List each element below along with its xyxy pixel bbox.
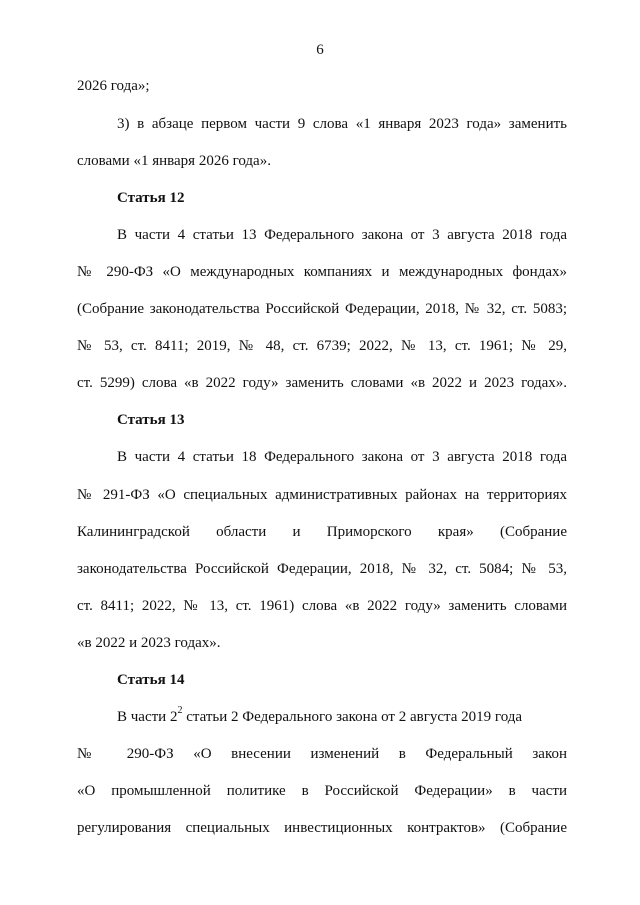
text-line: законодательства Российской Федерации, 2018, № 32, ст. 5084; № 53, bbox=[77, 561, 567, 577]
text-fragment: статьи 2 Федерального закона от 2 августа 2019 года bbox=[182, 709, 523, 725]
article-heading-12: Статья 12 bbox=[117, 190, 185, 206]
text-line bbox=[117, 705, 567, 726]
text-line: В части 4 статьи 18 Федерального закона от 3 августа 2018 года bbox=[117, 449, 567, 465]
text-line: № 291-ФЗ «О специальных административных районах на территориях bbox=[77, 487, 567, 503]
text-line: «О промышленной политике в Российской Федерации» в части bbox=[77, 783, 567, 799]
article-heading-13: Статья 13 bbox=[117, 412, 185, 428]
text-line: 3) в абзаце первом части 9 слова «1 января 2023 года» заменить bbox=[117, 116, 567, 132]
text-fragment: В части 2 bbox=[117, 709, 178, 725]
text-line: № 290-ФЗ «О международных компаниях и международных фондах» bbox=[77, 264, 567, 280]
text-line: № 290-ФЗ «О внесении изменений в Федеральный закон bbox=[77, 746, 567, 762]
text-line: ст. 5299) слова «в 2022 году» заменить словами «в 2022 и 2023 годах». bbox=[77, 375, 567, 391]
text-line: № 53, ст. 8411; 2019, № 48, ст. 6739; 2022, № 13, ст. 1961; № 29, bbox=[77, 338, 567, 354]
text-line: «в 2022 и 2023 годах». bbox=[77, 635, 221, 651]
superscript: 2 bbox=[177, 705, 183, 716]
text-line: словами «1 января 2026 года». bbox=[77, 153, 271, 169]
text-line: В части 4 статьи 13 Федерального закона от 3 августа 2018 года bbox=[117, 227, 567, 243]
text-line: 2026 года»; bbox=[77, 78, 150, 94]
text-line: регулирования специальных инвестиционных контрактов» (Собрание bbox=[77, 820, 567, 836]
page-number: 6 bbox=[316, 42, 324, 58]
article-heading-14: Статья 14 bbox=[117, 672, 185, 688]
text-line: (Собрание законодательства Российской Федерации, 2018, № 32, ст. 5083; bbox=[77, 301, 567, 317]
text-line: ст. 8411; 2022, № 13, ст. 1961) слова «в 2022 году» заменить словами bbox=[77, 598, 567, 614]
text-line: Калининградской области и Приморского края» (Собрание bbox=[77, 524, 567, 540]
